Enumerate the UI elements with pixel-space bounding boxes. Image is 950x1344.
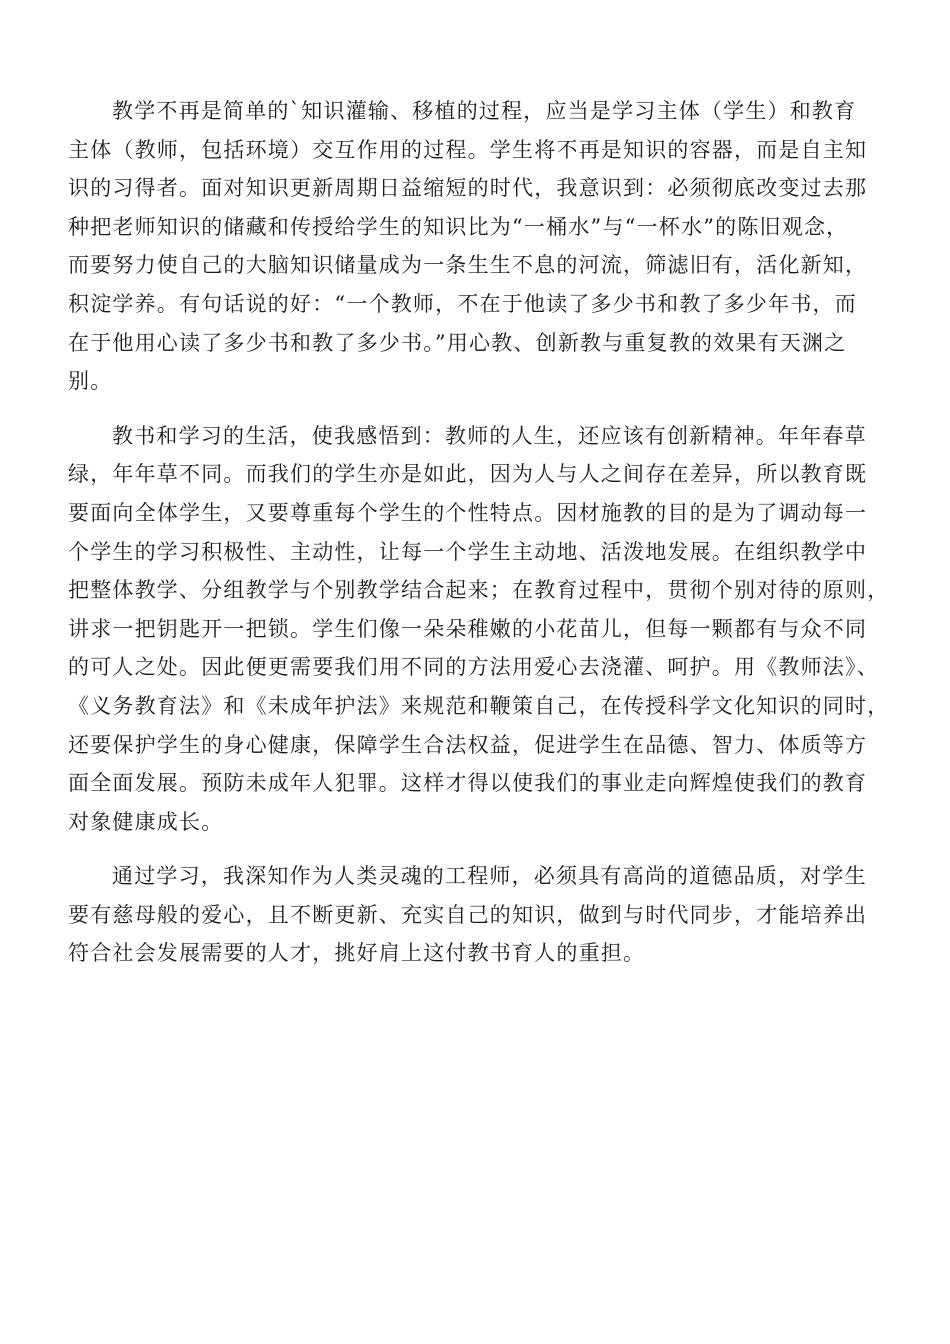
text-line: 对象健康成长。 [68,809,224,834]
paragraph-1 [68,92,886,401]
text-line: 种把老师知识的储藏和传授给学生的知识比为“一桶水”与“一杯水”的陈旧观念， [68,214,849,239]
text-line: 教学不再是简单的`知识灌输、移植的过程，应当是学习主体（学生）和教育 [112,99,857,123]
text-line: 要面向全体学生，又要尊重每个学生的个性特点。因材施教的目的是为了调动每一 [68,500,868,525]
text-line: 要有慈母般的爱心，且不断更新、充实自己的知识，做到与时代同步，才能培养出 [68,902,868,927]
text-line: 绿，年年草不同。而我们的学生亦是如此，因为人与人之间存在差异，所以教育既 [68,462,868,487]
text-line: 而要努力使自己的大脑知识储量成为一条生生不息的河流，筛滤旧有，活化新知， [68,253,868,278]
text-line: 把整体教学、分组教学与个别教学结合起来；在教育过程中，贯彻个别对待的原则， [68,578,890,603]
text-line: 通过学习，我深知作为人类灵魂的工程师，必须具有高尚的道德品质，对学生 [112,864,867,889]
text-line: 符合社会发展需要的人才，挑好肩上这付教书育人的重担。 [68,941,646,966]
paragraph-3 [68,857,886,973]
document-body [68,92,890,989]
text-line: 积淀学养。有句话说的好：“一个教师，不在于他读了多少书和教了多少年书，而 [68,291,857,316]
text-line: 还要保护学生的身心健康，保障学生合法权益，促进学生在品德、智力、体质等方 [68,732,868,757]
text-line: 识的习得者。面对知识更新周期日益缩短的时代，我意识到：必须彻底改变过去那 [68,176,868,201]
text-line: 讲求一把钥匙开一把锁。学生们像一朵朵稚嫩的小花苗儿，但每一颗都有与众不同 [68,616,868,641]
text-line: 《义务教育法》和《未成年护法》来规范和鞭策自己，在传授科学文化知识的同时， [68,693,890,718]
text-line: 教书和学习的生活，使我感悟到：教师的人生，还应该有创新精神。年年春草 [112,423,867,448]
text-line: 在于他用心读了多少书和教了多少书。”用心教、创新教与重复教的效果有天渊之 [68,330,847,355]
text-line: 的可人之处。因此便更需要我们用不同的方法用爱心去浇灌、呵护。用《教师法》、 [68,655,879,680]
text-line: 个学生的学习积极性、主动性，让每一个学生主动地、活泼地发展。在组织教学中 [68,539,868,564]
text-line: 主体（教师，包括环境）交互作用的过程。学生将不再是知识的容器，而是自主知 [68,137,868,162]
text-line: 别。 [68,369,113,394]
text-line: 面全面发展。预防未成年人犯罪。这样才得以使我们的事业走向辉煌使我们的教育 [68,771,868,796]
paragraph-2 [68,417,890,842]
